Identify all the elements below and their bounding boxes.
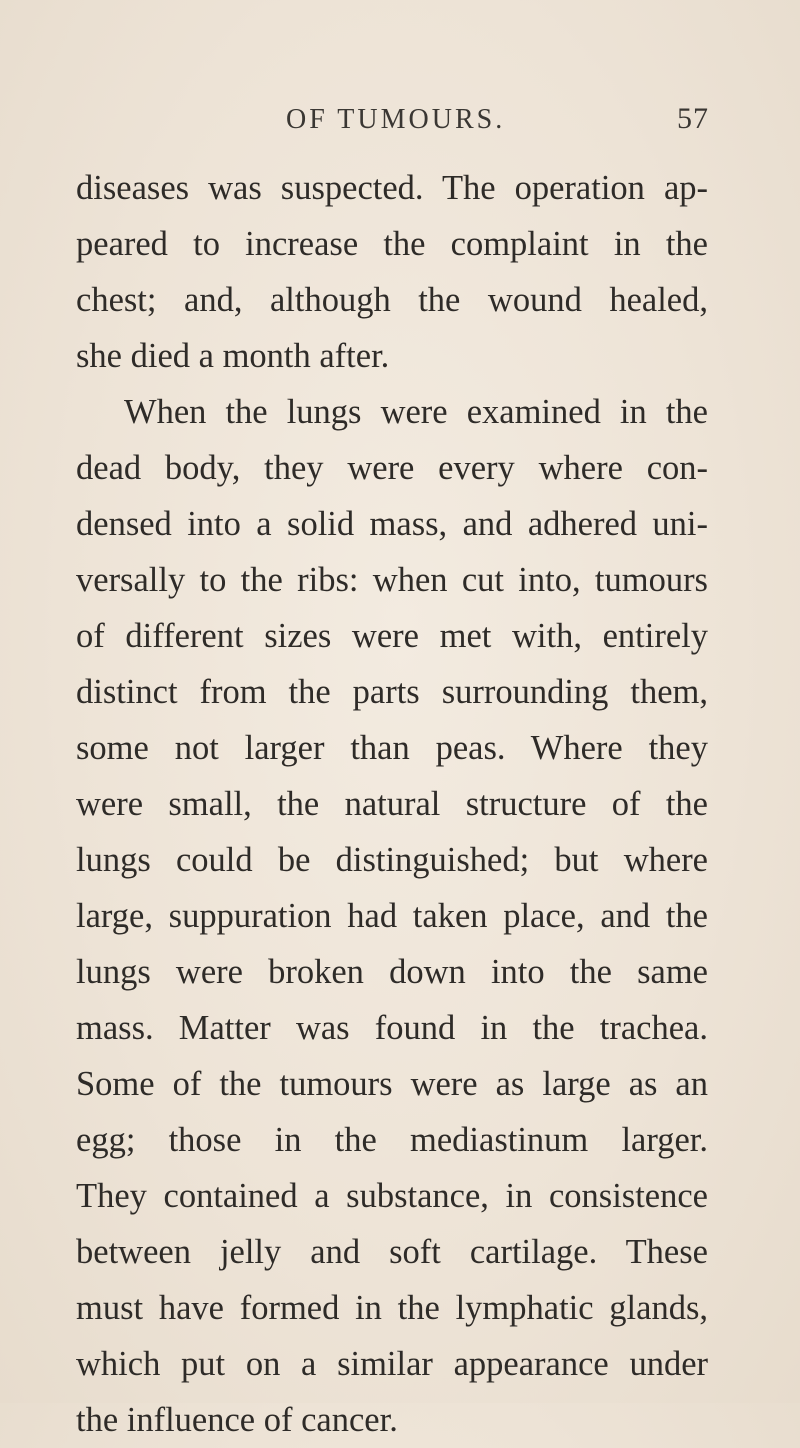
text-line: which put on a similar appearance under (76, 1345, 708, 1383)
page-number: 57 (677, 102, 709, 135)
page-header (0, 104, 800, 144)
text-line: egg; those in the mediastinum larger. (76, 1121, 708, 1159)
text-line: Some of the tumours were as large as an (76, 1065, 708, 1103)
text-line: of different sizes were met with, entirely (76, 617, 708, 655)
text-line: must have formed in the lymphatic glands, (76, 1289, 708, 1327)
text-line: dead body, they were every where con- (76, 449, 708, 487)
running-title: OF TUMOURS. (286, 104, 506, 135)
text-line: lungs could be distinguished; but where (76, 841, 708, 879)
text-line: versally to the ribs: when cut into, tumours (76, 561, 708, 599)
text-line: peared to increase the complaint in the (76, 225, 708, 263)
text-line: the influence of cancer. (76, 1401, 398, 1439)
text-line: large, suppuration had taken place, and the (76, 897, 708, 935)
text-line: between jelly and soft cartilage. These (76, 1233, 708, 1271)
text-line: were small, the natural structure of the (76, 785, 708, 823)
text-line: When the lungs were examined in the (124, 393, 708, 431)
text-line: lungs were broken down into the same (76, 953, 708, 991)
text-line: densed into a solid mass, and adhered uni- (76, 505, 708, 543)
text-line: mass. Matter was found in the trachea. (76, 1009, 708, 1047)
text-line: she died a month after. (76, 337, 390, 375)
text-line: chest; and, although the wound healed, (76, 281, 708, 319)
text-line: diseases was suspected. The operation ap- (76, 169, 708, 207)
text-line: distinct from the parts surrounding them, (76, 673, 708, 711)
text-line: They contained a substance, in consistence (76, 1177, 708, 1215)
text-line: some not larger than peas. Where they (76, 729, 708, 767)
